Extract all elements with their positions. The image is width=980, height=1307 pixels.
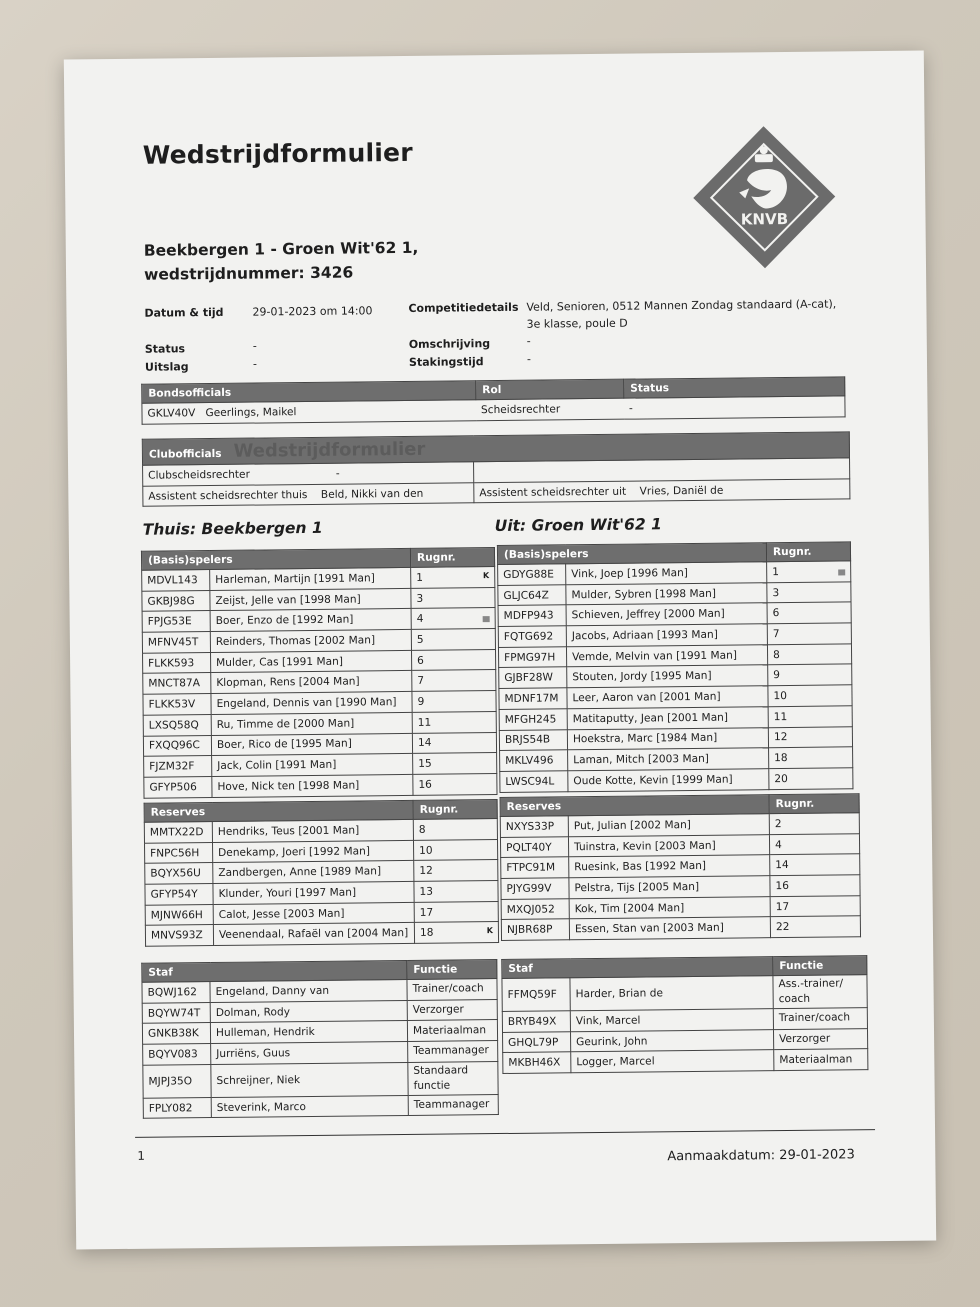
table-row [143, 1061, 498, 1098]
shirt-number [768, 664, 852, 686]
shirt-number [767, 582, 851, 604]
shirt-number [768, 706, 852, 728]
member-name: Laman, Mitch [2003 Man] [568, 748, 769, 771]
home-staf-header: Staf [142, 960, 407, 982]
member-code: GFYP506 [144, 776, 212, 797]
member-code: FPJG53E [142, 611, 210, 632]
member-code: MKLV496 [500, 750, 568, 771]
member-name: Hendriks, Teus [2001 Man] [212, 819, 413, 842]
shirt-number [413, 753, 497, 775]
member-name: Geurink, John [570, 1029, 773, 1052]
status-value: - [252, 339, 257, 353]
away-heading: Uit: Groen Wit'62 1 [494, 515, 662, 536]
shirt-number-value: 8 [773, 648, 780, 661]
member-functie: Teammanager [408, 1041, 498, 1063]
shirt-number [411, 649, 495, 671]
clubofficials-table [142, 431, 851, 507]
member-functie: Ass.-trainer/ coach [773, 975, 867, 1009]
shirt-number-value: 15 [418, 757, 432, 770]
shirt-number-value: 3 [772, 586, 780, 599]
shirt-number [767, 644, 851, 666]
member-name: Vink, Marcel [570, 1009, 773, 1032]
shirt-number-value: 4 [774, 838, 782, 851]
member-code: GKBJ98G [142, 590, 210, 611]
shirt-number [770, 854, 860, 876]
shirt-number-value: 12 [419, 864, 433, 878]
away-staf-header: Staf [502, 957, 773, 979]
shirt-number-value: 4 [416, 613, 424, 626]
captain-mark: K [486, 926, 493, 936]
member-functie: Materiaalman [407, 1020, 497, 1042]
member-name: Hulleman, Hendrik [210, 1021, 407, 1044]
shirt-number-value: 6 [417, 654, 424, 667]
shirt-number [412, 691, 496, 713]
away-basis-header: (Basis)spelers [497, 543, 766, 565]
shirt-number-value: 17 [419, 906, 434, 919]
member-functie: Trainer/coach [407, 979, 497, 1001]
assistent-thuis-cell: Assistent scheidsrechter thuis Beld, Nikki van den [143, 482, 474, 506]
shirt-number [769, 813, 859, 835]
shirt-number [411, 587, 495, 609]
shirt-number-value: 8 [418, 823, 426, 836]
clubofficials-header: Clubofficials Wedstrijdformulier [142, 432, 849, 465]
shirt-number-value: 10 [773, 689, 788, 703]
member-code: MNVS93Z [145, 925, 213, 946]
shirt-number-value: 17 [775, 900, 790, 913]
member-name: Essen, Stan van [2003 Man] [569, 917, 770, 940]
member-code: MDVL143 [142, 570, 210, 591]
shirt-number [769, 768, 853, 790]
shirt-number-value: 5 [416, 633, 424, 646]
uitslag-label: Uitslag [144, 360, 189, 374]
assistent-uit-cell: Assistent scheidsrechter uit Vries, Daniël de [474, 479, 850, 504]
member-name: Schreijner, Niek [211, 1062, 408, 1097]
shirt-number [769, 747, 853, 769]
shirt-number-value: 10 [419, 844, 433, 857]
datum-label: Datum & tijd [144, 305, 224, 320]
shirt-number-value: 16 [775, 879, 790, 893]
member-code: MDFP943 [498, 605, 566, 626]
home-heading: Thuis: Beekbergen 1 [142, 518, 323, 539]
uitslag-value: - [252, 357, 258, 371]
member-code: BRJS54B [499, 729, 567, 750]
member-functie: Teammanager [408, 1094, 498, 1116]
member-code: MDNF17M [499, 688, 567, 709]
shirt-number [412, 732, 496, 754]
member-name: Pelstra, Tijs [2005 Man] [569, 876, 770, 899]
member-name: Tuinstra, Kevin [2003 Man] [568, 834, 769, 857]
member-code: NXYS33P [500, 816, 568, 837]
member-code: FFMQ59F [502, 978, 570, 1012]
member-code: MFNV45T [142, 632, 210, 653]
shirt-number [412, 711, 496, 733]
footer-divider [135, 1129, 875, 1138]
member-name: Jacobs, Adriaan [1993 Man] [566, 624, 767, 647]
shirt-number [411, 567, 495, 589]
member-name: Hove, Nick ten [1998 Man] [212, 774, 413, 797]
member-name: Mulder, Sybren [1998 Man] [566, 582, 767, 605]
shirt-number-value: 6 [772, 607, 780, 620]
home-rugnr-header: Rugnr. [410, 548, 494, 568]
member-code: MNCT87A [143, 673, 211, 694]
member-code: BQYX56U [145, 863, 213, 884]
knvb-logo-icon [688, 121, 840, 273]
shirt-number-value: 18 [419, 926, 434, 940]
shirt-number-value: 11 [773, 710, 788, 723]
home-functie-header: Functie [407, 960, 497, 980]
member-name: Dolman, Rody [210, 1000, 407, 1023]
shirt-number [768, 685, 852, 707]
member-name: Klopman, Rens [2004 Man] [211, 671, 412, 694]
member-name: Denekamp, Joeri [1992 Man] [212, 840, 413, 863]
member-name: Stouten, Jordy [1995 Man] [567, 665, 768, 688]
away-reserves-header: Reserves [500, 795, 769, 817]
shirt-number-value: 12 [773, 731, 788, 744]
official-rol: Scheidsrechter [476, 398, 624, 420]
member-name: Jurriëns, Guus [211, 1042, 408, 1065]
home-staf-table [141, 959, 499, 1119]
shirt-number [413, 773, 497, 795]
member-code: FXQQ96C [143, 735, 211, 756]
shirt-number-value: 14 [417, 737, 432, 750]
member-code: LXSQ58Q [143, 714, 211, 735]
member-name: Harder, Brian de [570, 976, 773, 1011]
shirt-number [413, 839, 497, 861]
shirt-number [770, 875, 860, 897]
table-row [502, 975, 867, 1012]
table-row [500, 768, 853, 792]
member-name: Vemde, Melvin van [1991 Man] [566, 644, 767, 667]
member-code: FTPC91M [501, 857, 569, 878]
member-name: Ruesink, Bas [1992 Man] [569, 855, 770, 878]
shirt-number-value: 3 [416, 592, 424, 605]
shirt-number [767, 602, 851, 624]
member-name: Klunder, Youri [1997 Man] [213, 881, 414, 904]
shirt-number [411, 629, 495, 651]
member-code: MJNW66H [145, 904, 213, 925]
member-code: FLKK593 [143, 652, 211, 673]
page-title: Wedstrijdformulier [142, 137, 413, 170]
shirt-number-value: 11 [417, 716, 432, 729]
home-basis-header: (Basis)spelers [141, 548, 410, 570]
member-code: FNPC56H [145, 842, 213, 863]
competitie-value: Veld, Senioren, 0512 Mannen Zondag standaard (A-cat), 3e klasse, poule D [526, 297, 837, 331]
member-functie: Trainer/coach [773, 1008, 867, 1030]
official-cell: GKLV40V Geerlings, Maikel [142, 400, 476, 424]
home-reserves-header: Reserves [144, 800, 413, 822]
status-header: Status [624, 377, 845, 398]
member-code: BQYV083 [143, 1044, 211, 1065]
bondsofficials-header: Bondsofficials [142, 381, 476, 403]
member-name: Mulder, Cas [1991 Man] [211, 650, 412, 673]
table-row [143, 1094, 498, 1118]
logo-text: KNVB [740, 209, 789, 229]
shirt-number-value: 22 [775, 921, 790, 934]
member-code: NJBR68P [501, 919, 569, 940]
member-code: GFYP54Y [145, 884, 213, 905]
match-teams: Beekbergen 1 - Groen Wit'62 1, [143, 238, 419, 260]
member-code: MJPJ35O [143, 1064, 211, 1098]
goalkeeper-square-icon [838, 569, 845, 575]
table-row [144, 773, 497, 797]
shirt-number-value: 20 [774, 772, 788, 785]
shirt-number [413, 819, 497, 841]
ghost-title: Wedstrijdformulier [233, 438, 426, 462]
member-name: Engeland, Dennis van [1990 Man] [211, 692, 412, 715]
clubscheids-cell: Clubscheidsrechter - [143, 462, 474, 486]
shirt-number [770, 895, 860, 917]
staking-label: Stakingstijd [408, 355, 484, 369]
member-code: GHQL79P [503, 1031, 571, 1052]
member-name: Boer, Enzo de [1992 Man] [210, 609, 411, 632]
home-reserves-rugnr-header: Rugnr. [413, 800, 497, 820]
member-name: Engeland, Danny van [210, 979, 407, 1002]
shirt-number-value: 1 [416, 571, 424, 584]
shirt-number [414, 860, 498, 882]
member-name: Oude Kotte, Kevin [1999 Man] [568, 769, 769, 792]
member-code: LWSC94L [500, 771, 568, 792]
shirt-number [767, 561, 851, 583]
member-functie: Materiaalman [774, 1049, 868, 1071]
member-name: Veenendaal, Rafaël van [2004 Man] [213, 923, 414, 946]
member-functie: Verzorger [407, 999, 497, 1021]
member-name: Vink, Joep [1996 Man] [566, 562, 767, 585]
home-players-table [141, 547, 498, 798]
shirt-number-value: 14 [775, 859, 789, 872]
member-name: Jack, Colin [1991 Man] [212, 754, 413, 777]
member-name: Steverink, Marco [211, 1095, 408, 1118]
member-code: FQTG692 [498, 626, 566, 647]
page-number: 1 [137, 1148, 145, 1163]
shirt-number-value: 1 [772, 565, 780, 578]
member-name: Leer, Aaron van [2001 Man] [567, 686, 768, 709]
member-code: PJYG99V [501, 878, 569, 899]
member-name: Kok, Tim [2004 Man] [569, 896, 770, 919]
match-form-paper [64, 51, 936, 1250]
member-code: GJBF28W [499, 667, 567, 688]
member-name: Hoekstra, Marc [1984 Man] [567, 727, 768, 750]
member-name: Ru, Timme de [2000 Man] [211, 712, 412, 735]
member-functie: Standaard functie [408, 1061, 498, 1095]
member-name: Zandbergen, Anne [1989 Man] [213, 861, 414, 884]
member-code: GNKB38K [142, 1023, 210, 1044]
shirt-number [770, 916, 860, 938]
member-code: MKBH46X [503, 1052, 571, 1073]
member-code: FJZM32F [144, 756, 212, 777]
member-code: MFGH245 [499, 709, 567, 730]
created-date: Aanmaakdatum: 29-01-2023 [667, 1147, 855, 1165]
shirt-number-value: 7 [772, 627, 780, 641]
omschrijving-value: - [526, 334, 531, 348]
official-status: - [624, 396, 845, 419]
member-name: Schieven, Jeffrey [2000 Man] [566, 603, 767, 626]
member-code: GLJC64Z [498, 584, 566, 605]
staking-value: - [526, 352, 532, 366]
member-code: MMTX22D [144, 822, 212, 843]
home-reserves-table [144, 799, 499, 947]
status-label: Status [144, 342, 186, 356]
away-reserves-table [500, 793, 861, 941]
member-functie: Verzorger [773, 1028, 867, 1050]
table-row [503, 1049, 868, 1074]
member-code: MXQJ052 [501, 899, 569, 920]
captain-mark: K [482, 570, 490, 581]
member-code: BQWJ162 [142, 982, 210, 1003]
away-rugnr-header: Rugnr. [766, 542, 850, 562]
member-name: Zeijst, Jelle van [1998 Man] [210, 588, 411, 611]
goalkeeper-square-icon [483, 616, 490, 622]
member-code: GDYG88E [498, 564, 566, 585]
away-players-table [497, 541, 854, 792]
shirt-number [411, 608, 495, 630]
shirt-number [769, 833, 859, 855]
shirt-number-value: 16 [418, 778, 432, 791]
shirt-number-value: 7 [417, 675, 425, 688]
shirt-number [414, 901, 498, 923]
away-functie-header: Functie [773, 956, 867, 976]
shirt-number [414, 922, 498, 944]
shirt-number [412, 670, 496, 692]
member-code: BQYW74T [142, 1002, 210, 1023]
rol-header: Rol [476, 379, 624, 400]
competitie-label: Competitiedetails [408, 300, 519, 315]
shirt-number-value: 2 [774, 817, 782, 830]
member-code: FPMG97H [498, 647, 566, 668]
table-row [145, 922, 498, 946]
bondsofficials-table [141, 376, 845, 424]
datum-value: 29-01-2023 om 14:00 [252, 304, 373, 319]
shirt-number [768, 726, 852, 748]
match-number: wedstrijdnummer: 3426 [143, 263, 354, 284]
member-name: Harleman, Martijn [1991 Man] [210, 567, 411, 590]
away-staf-table [501, 955, 868, 1074]
member-code: PQLT40Y [500, 836, 568, 857]
shirt-number-value: 18 [774, 752, 788, 765]
shirt-number [767, 623, 851, 645]
member-name: Logger, Marcel [571, 1050, 774, 1073]
shirt-number [414, 881, 498, 903]
member-name: Reinders, Thomas [2002 Man] [210, 629, 411, 652]
member-code: FPLY082 [143, 1097, 211, 1118]
shirt-number-value: 13 [419, 885, 434, 898]
away-reserves-rugnr-header: Rugnr. [769, 794, 859, 814]
member-code: BRYB49X [502, 1011, 570, 1032]
omschrijving-label: Omschrijving [408, 337, 491, 351]
member-code: FLKK53V [143, 694, 211, 715]
table-row [501, 916, 860, 940]
member-name: Matitaputty, Jean [2001 Man] [567, 707, 768, 730]
member-name: Put, Julian [2002 Man] [568, 814, 769, 837]
member-name: Calot, Jesse [2003 Man] [213, 902, 414, 925]
member-name: Boer, Rico de [1995 Man] [211, 733, 412, 756]
shirt-number-value: 9 [773, 669, 781, 682]
shirt-number-value: 9 [417, 695, 425, 708]
match-heading [144, 236, 419, 287]
